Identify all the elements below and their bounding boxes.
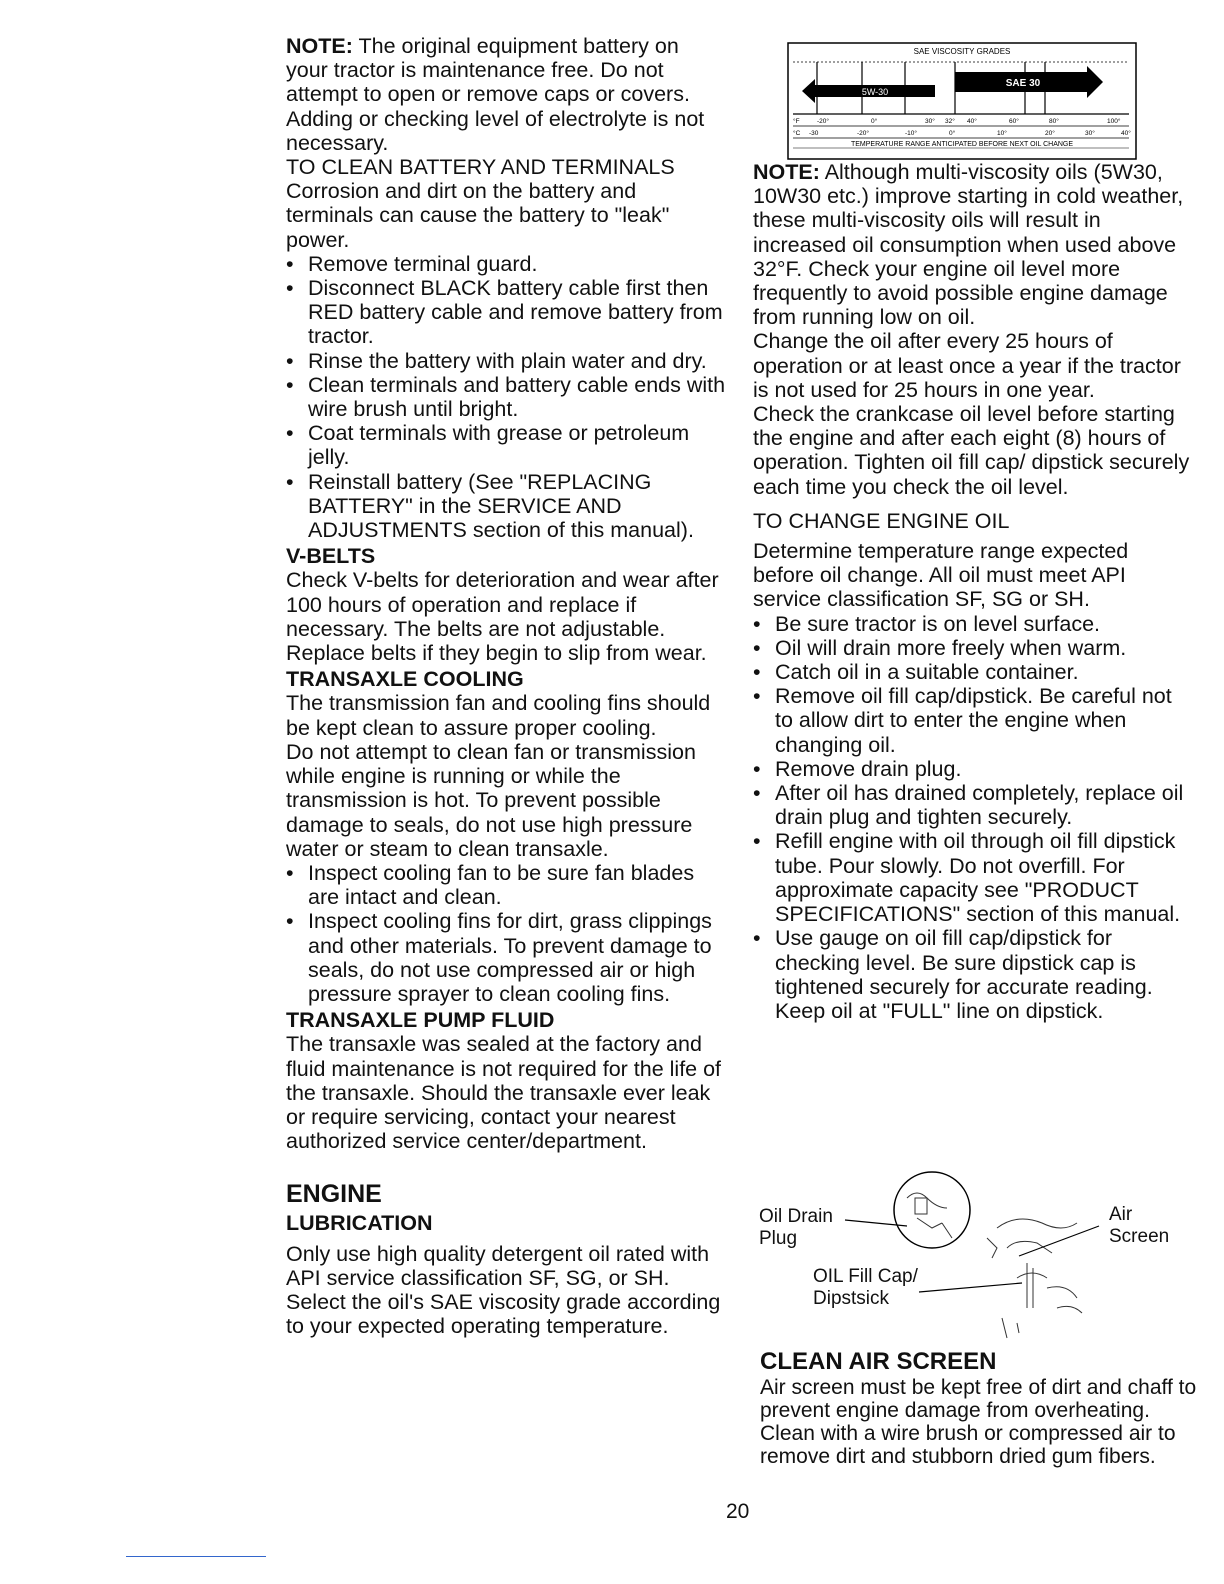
f-tick: 100°	[1107, 118, 1121, 125]
list-item: • Refill engine with oil through oil fill dipstick tube. Pour slowly. Do not overfill. For approximate capacity see "PRODUCT SPECIFICATIONS" section of this manual.	[753, 829, 1193, 926]
c-tick: 20°	[1045, 130, 1055, 137]
note-label: NOTE:	[753, 160, 820, 184]
clean-battery-list	[286, 252, 726, 542]
magnifier-circle	[894, 1172, 970, 1248]
cooling-paragraph-1: The transmission fan and cooling fins should be kept clean to assure proper cooling.	[286, 691, 711, 740]
page-number: 20	[726, 1500, 750, 1523]
c-tick: -30	[809, 130, 819, 137]
transaxle-pump-heading: TRANSAXLE PUMP FLUID	[286, 1008, 555, 1033]
list-item: • Use gauge on oil fill cap/dipstick for checking level. Be sure dipstick cap is tightened securely for accurate reading. Keep oil at "FULL" line on dipstick.	[753, 926, 1193, 1023]
f-tick: 32°	[945, 118, 955, 125]
cooling-paragraph-2: Do not attempt to clean fan or transmission while engine is running or while the transmission is hot. To prevent possible damage to seals, do not use high pressure water or steam to clean transaxle.	[286, 739, 696, 861]
air-screen-text: Air screen must be kept free of dirt and chaff to prevent engine damage from overheating. Clean with a wire brush or compressed air to remove dirt and stubborn dried gum fibers.	[760, 1376, 1197, 1468]
list-item: • Remove terminal guard.	[286, 252, 726, 276]
c-tick: -10°	[905, 130, 917, 137]
oil-fill-cap-label: OIL Fill Cap/ Dipstsick	[813, 1266, 918, 1309]
list-item: • Oil will drain more freely when warm.	[753, 636, 1193, 660]
f-tick: 40°	[967, 118, 977, 125]
list-item: • Inspect cooling fan to be sure fan blades are intact and clean.	[286, 861, 726, 909]
air-screen-label: Air Screen	[1109, 1204, 1170, 1247]
left-column	[286, 34, 726, 1338]
oil-drain-plug-label: Oil Drain Plug	[759, 1206, 833, 1249]
battery-note	[286, 34, 726, 155]
c-tick: -20°	[857, 130, 869, 137]
right-column	[753, 160, 1193, 1023]
grade-sae30-label: SAE 30	[1005, 78, 1041, 89]
lubrication-text: Only use high quality detergent oil rated with API service classification SF, SG, or SH. Select the oil's SAE viscosity grade according to your expected operating temperature.	[286, 1241, 721, 1339]
engine-illustration	[757, 1168, 1197, 1348]
engine-heading: ENGINE	[286, 1180, 382, 1209]
f-tick: -20°	[817, 118, 829, 125]
engine-figure	[757, 1168, 1197, 1348]
list-item: • After oil has drained completely, replace oil drain plug and tighten securely.	[753, 781, 1193, 829]
note-text: The original equipment battery on your tractor is maintenance free. Do not attempt to open or remove caps or covers. Adding or checking level of electrolyte is not necessary.	[286, 34, 705, 155]
f-tick: 80°	[1049, 118, 1059, 125]
list-item: • Remove oil fill cap/dipstick. Be careful not to allow dirt to enter the engine when changing oil.	[753, 684, 1193, 757]
transaxle-cooling-heading: TRANSAXLE COOLING	[286, 667, 524, 692]
grade-5w30-label: 5W-30	[861, 87, 889, 97]
pump-text: The transaxle was sealed at the factory and fluid maintenance is not required for the life of the transaxle. Should the transaxle ever leak or require servicing, contact your nearest authorized service center/department.	[286, 1032, 722, 1154]
c-unit: °C	[793, 130, 801, 137]
vbelts-heading: V-BELTS	[286, 544, 376, 569]
air-screen-section	[760, 1348, 1200, 1468]
change-engine-oil-heading: TO CHANGE ENGINE OIL	[753, 508, 1010, 533]
note-text: Although multi-viscosity oils (5W30, 10W30 etc.) improve starting in cold weather, these multi-viscosity oils will result in increased oil consumption when used above 32°F. Check your engine oil level more frequently to avoid possible engine damage from running low on oil.	[753, 160, 1184, 330]
f-unit: °F	[793, 118, 800, 125]
change-oil-intro: Determine temperature range expected before oil change. All oil must meet API service classification SF, SG or SH.	[753, 539, 1129, 612]
f-tick: 30°	[925, 118, 935, 125]
list-item: • Clean terminals and battery cable ends with wire brush until bright.	[286, 373, 726, 421]
clean-air-screen-heading: CLEAN AIR SCREEN	[760, 1348, 997, 1375]
c-tick: 30°	[1085, 130, 1095, 137]
clean-battery-heading: TO CLEAN BATTERY AND TERMINALS	[286, 155, 675, 180]
f-tick: 60°	[1009, 118, 1019, 125]
clean-battery-intro: Corrosion and dirt on the battery and terminals can cause the battery to "leak" power.	[286, 179, 670, 252]
list-item: • Remove drain plug.	[753, 757, 1193, 781]
lubrication-heading: LUBRICATION	[286, 1211, 433, 1236]
change-oil-list	[753, 612, 1193, 1023]
list-item: • Catch oil in a suitable container.	[753, 660, 1193, 684]
list-item: • Rinse the battery with plain water and dry.	[286, 349, 726, 373]
cooling-list	[286, 861, 726, 1006]
c-tick: 40°	[1121, 130, 1131, 137]
chart-caption: TEMPERATURE RANGE ANTICIPATED BEFORE NEXT OIL CHANGE	[850, 141, 1074, 148]
list-item: • Coat terminals with grease or petroleum jelly.	[286, 421, 726, 469]
list-item: • Reinstall battery (See "REPLACING BATTERY" in the SERVICE AND ADJUSTMENTS section of this manual).	[286, 470, 726, 543]
f-tick: 0°	[871, 118, 878, 125]
vbelts-text: Check V-belts for deterioration and wear after 100 hours of operation and replace if necessary. The belts are not adjustable. Replace belts if they begin to slip from wear.	[286, 568, 719, 666]
chart-title: SAE VISCOSITY GRADES	[913, 47, 1011, 56]
oil-note	[753, 160, 1193, 329]
c-tick: 0°	[949, 130, 956, 137]
list-item: • Be sure tractor is on level surface.	[753, 612, 1193, 636]
viscosity-chart	[787, 42, 1137, 160]
list-item: • Inspect cooling fins for dirt, grass clippings and other materials. To prevent damage to seals, do not use compressed air or high pressure sprayer to clean cooling fins.	[286, 909, 726, 1006]
check-oil-paragraph: Check the crankcase oil level before starting the engine and after each eight (8) hours of operation. Tighten oil fill cap/ dipstick securely each time you check the oil level.	[753, 402, 1190, 499]
c-tick: 10°	[997, 130, 1007, 137]
list-item: • Disconnect BLACK battery cable first then RED battery cable and remove battery from tractor.	[286, 276, 726, 349]
footer-rule	[126, 1556, 266, 1557]
note-label: NOTE:	[286, 34, 353, 58]
change-oil-paragraph: Change the oil after every 25 hours of operation or at least once a year if the tractor is not used for 25 hours in one year.	[753, 329, 1181, 402]
